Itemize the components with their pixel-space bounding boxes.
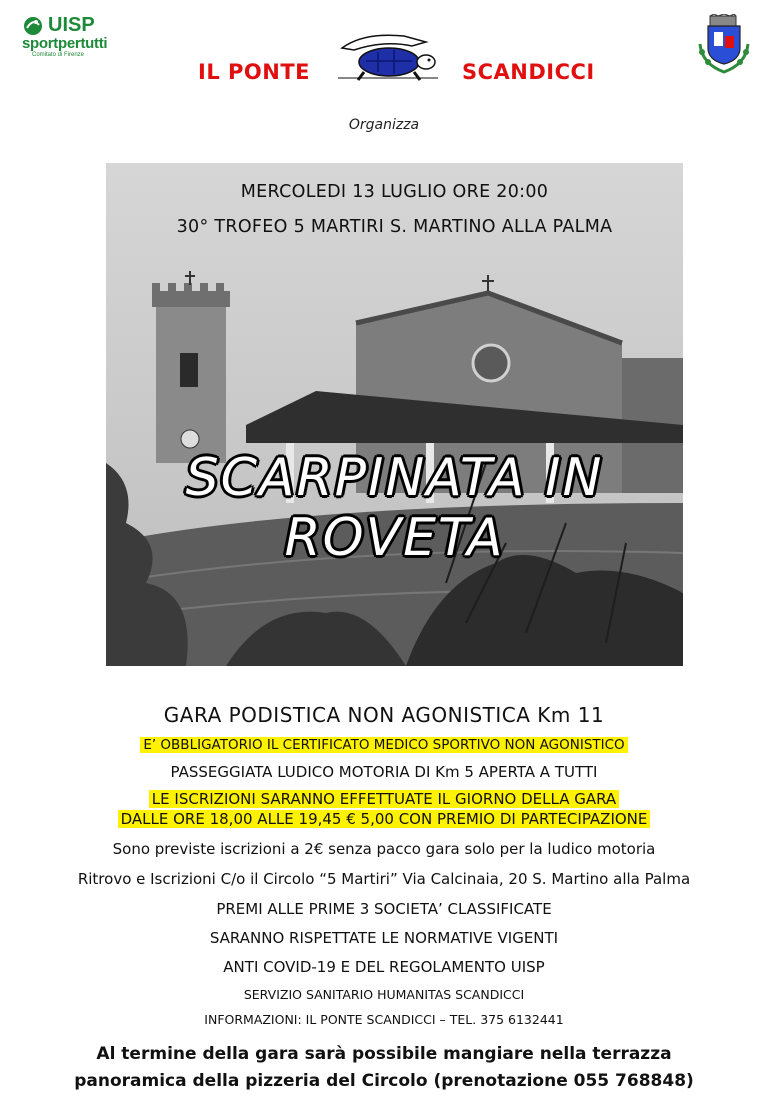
uisp-sub: sportpertutti <box>22 35 108 52</box>
obbligatorio-line <box>0 737 768 753</box>
servizio-line: SERVIZIO SANITARIO HUMANITAS SCANDICCI <box>243 987 525 1002</box>
uisp-logo <box>22 14 130 58</box>
organizza-label: Organizza <box>348 117 420 133</box>
anti-covid-line: ANTI COVID-19 E DEL REGOLAMENTO UISP <box>223 958 545 976</box>
scandicci-crest-icon <box>696 14 752 76</box>
iscrizioni-text-1: LE ISCRIZIONI SARANNO EFFETTUATE IL GIORNO DELLA GARA <box>149 790 619 808</box>
uisp-brand-text: UISP <box>48 14 95 36</box>
church-photo <box>106 163 683 666</box>
iscrizioni-text-2: DALLE ORE 18,00 ALLE 19,45 € 5,00 CON PREMIO DI PARTECIPAZIONE <box>118 810 651 828</box>
iscrizioni-line-2 <box>0 810 768 828</box>
ritrovo-line: Ritrovo e Iscrizioni C/o il Circolo “5 Martiri” Via Calcinaia, 20 S. Martino alla Palma <box>77 870 691 888</box>
event-date: MERCOLEDI 13 LUGLIO ORE 20:00 <box>240 182 549 202</box>
saranno-line: SARANNO RISPETTATE LE NORMATIVE VIGENTI <box>209 929 559 947</box>
uisp-tiny: Comitato di Firenze <box>32 52 85 58</box>
premi-line: PREMI ALLE PRIME 3 SOCIETA’ CLASSIFICATE <box>216 900 552 918</box>
passeggiata-line: PASSEGGIATA LUDICO MOTORIA DI Km 5 APERTA A TUTTI <box>170 763 598 781</box>
gara-heading: GARA PODISTICA NON AGONISTICA Km 11 <box>163 703 605 727</box>
uisp-figure-icon <box>22 16 44 36</box>
event-trophy: 30° TROFEO 5 MARTIRI S. MARTINO ALLA PALMA <box>176 217 613 237</box>
church-illustration <box>106 163 683 666</box>
sono-previste-line: Sono previste iscrizioni a 2€ senza pacco gara solo per la ludico motoria <box>112 840 656 858</box>
informazioni-line: INFORMAZIONI: IL PONTE SCANDICCI – TEL. 375 6132441 <box>204 1012 564 1027</box>
turtle-logo-icon <box>334 28 444 84</box>
iscrizioni-line-1 <box>0 790 768 808</box>
uisp-brand <box>22 14 130 37</box>
obbligatorio-text: E’ OBBLIGATORIO IL CERTIFICATO MEDICO SPORTIVO NON AGONISTICO <box>140 737 627 753</box>
title-il-ponte: IL PONTE <box>198 60 310 84</box>
termine-line-1: Al termine della gara sarà possibile mangiare nella terrazza <box>96 1044 672 1064</box>
title-scandicci: SCANDICCI <box>462 60 595 84</box>
termine-line-2: panoramica della pizzeria del Circolo (prenotazione 055 768848) <box>74 1071 694 1091</box>
event-headline: SCARPINATA IN ROVETA <box>185 448 604 568</box>
